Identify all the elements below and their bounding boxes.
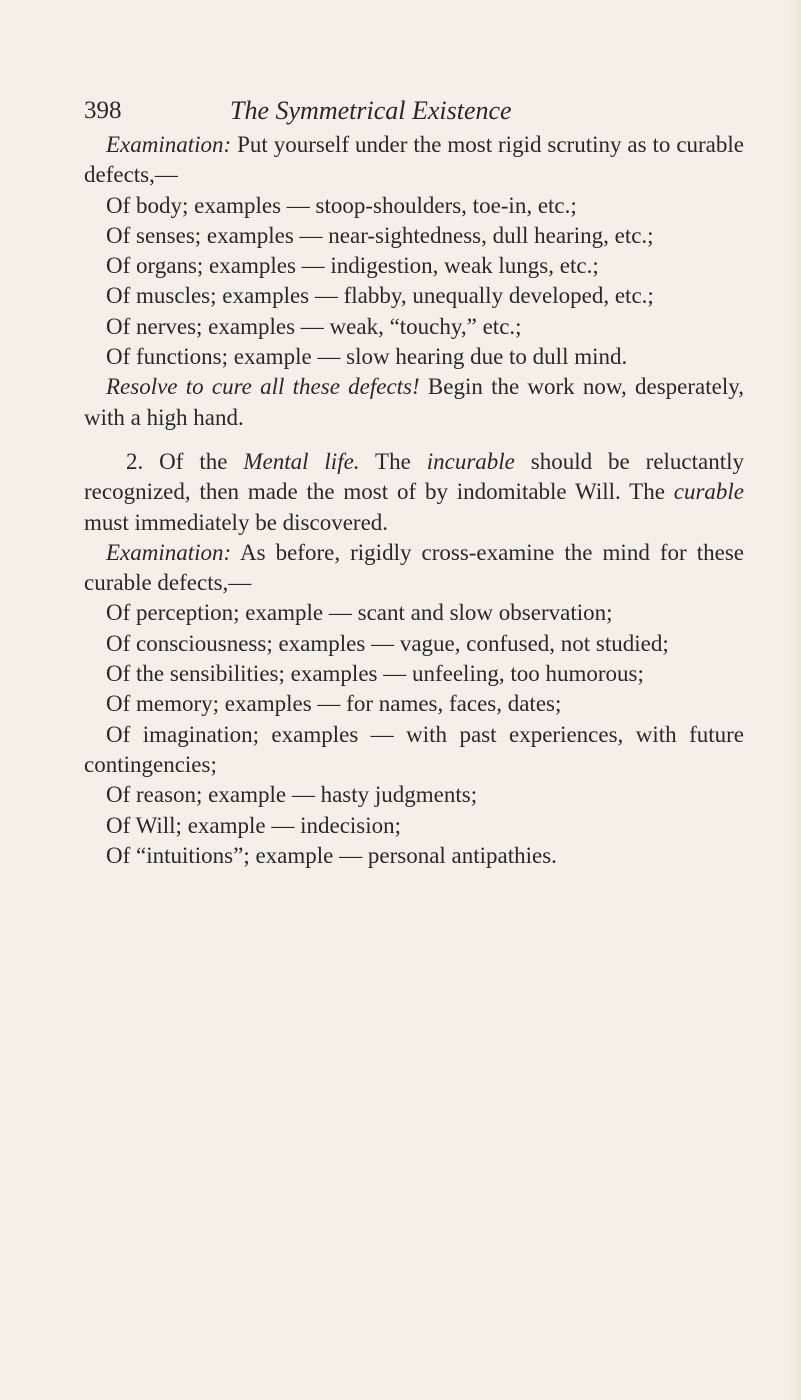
paragraph-examination-mind: [84, 538, 744, 599]
paragraph-reason: Of reason; example — hasty judgments;: [106, 782, 478, 808]
examination-label: Examination:: [106, 132, 232, 157]
paragraph-resolve: [84, 372, 744, 433]
incurable-emphasis: incurable: [426, 448, 515, 474]
paragraph-mental-life: [84, 447, 744, 538]
curable-emphasis: curable: [673, 479, 744, 505]
paragraph-muscles: Of muscles; examples — flabby, unequally developed, etc.;: [106, 283, 654, 309]
book-page: [84, 96, 744, 871]
paragraph-intuitions: Of “intuitions”; example — personal antipathies.: [106, 842, 557, 868]
paragraph-sensibilities: Of the sensibilities; examples — unfeeling, too humorous;: [106, 661, 644, 687]
text-run: 2. Of the: [126, 448, 244, 474]
paragraph-examination-body: [84, 130, 744, 191]
paragraph-organs: Of organs; examples — indigestion, weak lungs, etc.;: [106, 253, 599, 279]
paragraph-nerves: Of nerves; examples — weak, “touchy,” etc.;: [106, 313, 522, 339]
paragraph-body: Of body; examples — stoop-shoulders, toe-in, etc.;: [106, 192, 577, 218]
paragraph-imagination: Of imagination; examples — with past experiences, with future contingencies;: [84, 721, 744, 777]
text-run: should be reluctantly recognized, then made the most of by indomitable Will. The: [84, 448, 744, 505]
running-head: The Symmetrical Existence: [230, 96, 512, 125]
page-edge-shadow: [789, 0, 801, 1400]
page-number: 398: [84, 97, 122, 124]
page-header: [84, 96, 744, 130]
mental-life-emphasis: Mental life.: [243, 448, 360, 474]
resolve-emphasis: Resolve to cure all these defects!: [106, 374, 420, 400]
paragraph-text: As before, rigidly cross-examine the mind for these curable defects,—: [84, 539, 744, 596]
examination-label: Examination:: [106, 539, 232, 565]
paragraph-senses: Of senses; examples — near-sightedness, dull hearing, etc.;: [106, 222, 654, 248]
paragraph-consciousness: Of consciousness; examples — vague, confused, not studied;: [106, 630, 669, 656]
paragraph-text: Begin the work now, desperately, with a high hand.: [84, 374, 744, 430]
paragraph-functions: Of functions; example — slow hearing due to dull mind.: [106, 344, 628, 370]
paragraph-memory: Of memory; examples — for names, faces, dates;: [106, 691, 562, 717]
text-run: must immediately be discovered.: [84, 509, 389, 535]
paragraph-perception: Of perception; example — scant and slow observation;: [106, 600, 613, 626]
text-run: The: [359, 448, 427, 474]
paragraph-will: Of Will; example — indecision;: [106, 812, 402, 838]
paragraph-text: Put yourself under the most rigid scrutiny as to curable defects,—: [84, 132, 744, 188]
